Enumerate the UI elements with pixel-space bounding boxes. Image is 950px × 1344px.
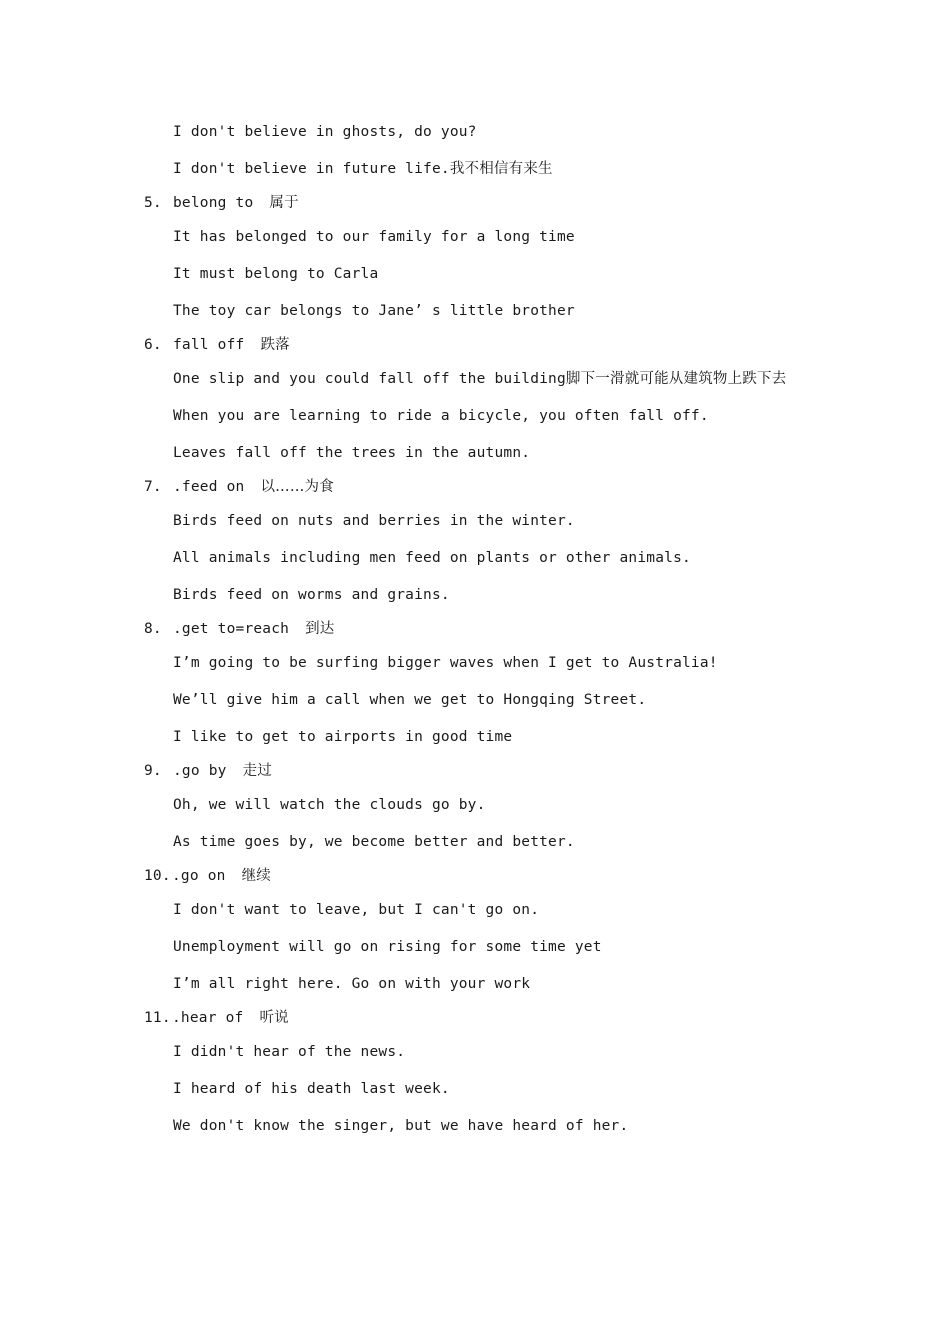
example-sentence: I didn't hear of the news. [173, 1044, 406, 1060]
example-sentence: As time goes by, we become better and better. [173, 834, 575, 850]
entry-number: 8. [144, 621, 162, 637]
entry-phrase: .hear of [172, 1010, 244, 1026]
example-sentence: I like to get to airports in good time [173, 729, 513, 745]
phrase-entry-heading [144, 477, 904, 497]
phrase-list [144, 122, 904, 1153]
example-sentence: I’m going to be surfing bigger waves when I get to Australia! [173, 655, 718, 671]
entry-number: 10. [144, 868, 171, 884]
entry-number: 11. [144, 1010, 171, 1026]
example-sentence: All animals including men feed on plants or other animals. [173, 550, 691, 566]
entry-gloss: 走过 [242, 763, 272, 779]
example-sentence: Oh, we will watch the clouds go by. [173, 797, 486, 813]
example-sentence: I don't want to leave, but I can't go on. [173, 902, 540, 918]
entry-phrase: .go by [173, 763, 227, 779]
phrase-entry-heading [144, 1008, 904, 1028]
example-sentence: Birds feed on nuts and berries in the winter. [173, 513, 575, 529]
entry-gloss: 跌落 [260, 337, 290, 353]
example-sentence: One slip and you could fall off the building脚下一滑就可能从建筑物上跌下去 [173, 371, 787, 387]
example-sentence: When you are learning to ride a bicycle, you often fall off. [173, 408, 709, 424]
example-sentence: The toy car belongs to Jane’ s little brother [173, 303, 575, 319]
example-sentence: I don't believe in ghosts, do you? [173, 124, 477, 140]
entry-phrase: fall off [173, 337, 245, 353]
entry-phrase: .feed on [173, 479, 245, 495]
phrase-entry-heading [144, 335, 904, 355]
entry-gloss: 继续 [241, 868, 271, 884]
entry-gloss: 属于 [269, 195, 299, 211]
example-sentence: It has belonged to our family for a long time [173, 229, 575, 245]
phrase-entry-heading [144, 761, 904, 781]
example-sentence: I don't believe in future life.我不相信有来生 [173, 161, 553, 177]
entry-number: 7. [144, 479, 162, 495]
entry-number: 9. [144, 763, 162, 779]
entry-phrase: .get to=reach [173, 621, 290, 637]
example-sentence: I’m all right here. Go on with your work [173, 976, 531, 992]
example-sentence: Unemployment will go on rising for some time yet [173, 939, 602, 955]
example-sentence: It must belong to Carla [173, 266, 379, 282]
entry-gloss: 到达 [305, 621, 335, 637]
entry-phrase: .go on [172, 868, 226, 884]
entry-gloss: 以……为食 [260, 479, 334, 495]
example-sentence: Leaves fall off the trees in the autumn. [173, 445, 531, 461]
example-sentence: We don't know the singer, but we have heard of her. [173, 1118, 629, 1134]
entry-number: 5. [144, 195, 162, 211]
phrase-entry-heading [144, 619, 904, 639]
phrase-entry-heading [144, 193, 904, 213]
entry-number: 6. [144, 337, 162, 353]
phrase-entry-heading [144, 866, 904, 886]
entry-phrase: belong to [173, 195, 254, 211]
example-sentence: We’ll give him a call when we get to Hongqing Street. [173, 692, 647, 708]
entry-gloss: 听说 [259, 1010, 289, 1026]
example-sentence: I heard of his death last week. [173, 1081, 450, 1097]
example-sentence: Birds feed on worms and grains. [173, 587, 450, 603]
